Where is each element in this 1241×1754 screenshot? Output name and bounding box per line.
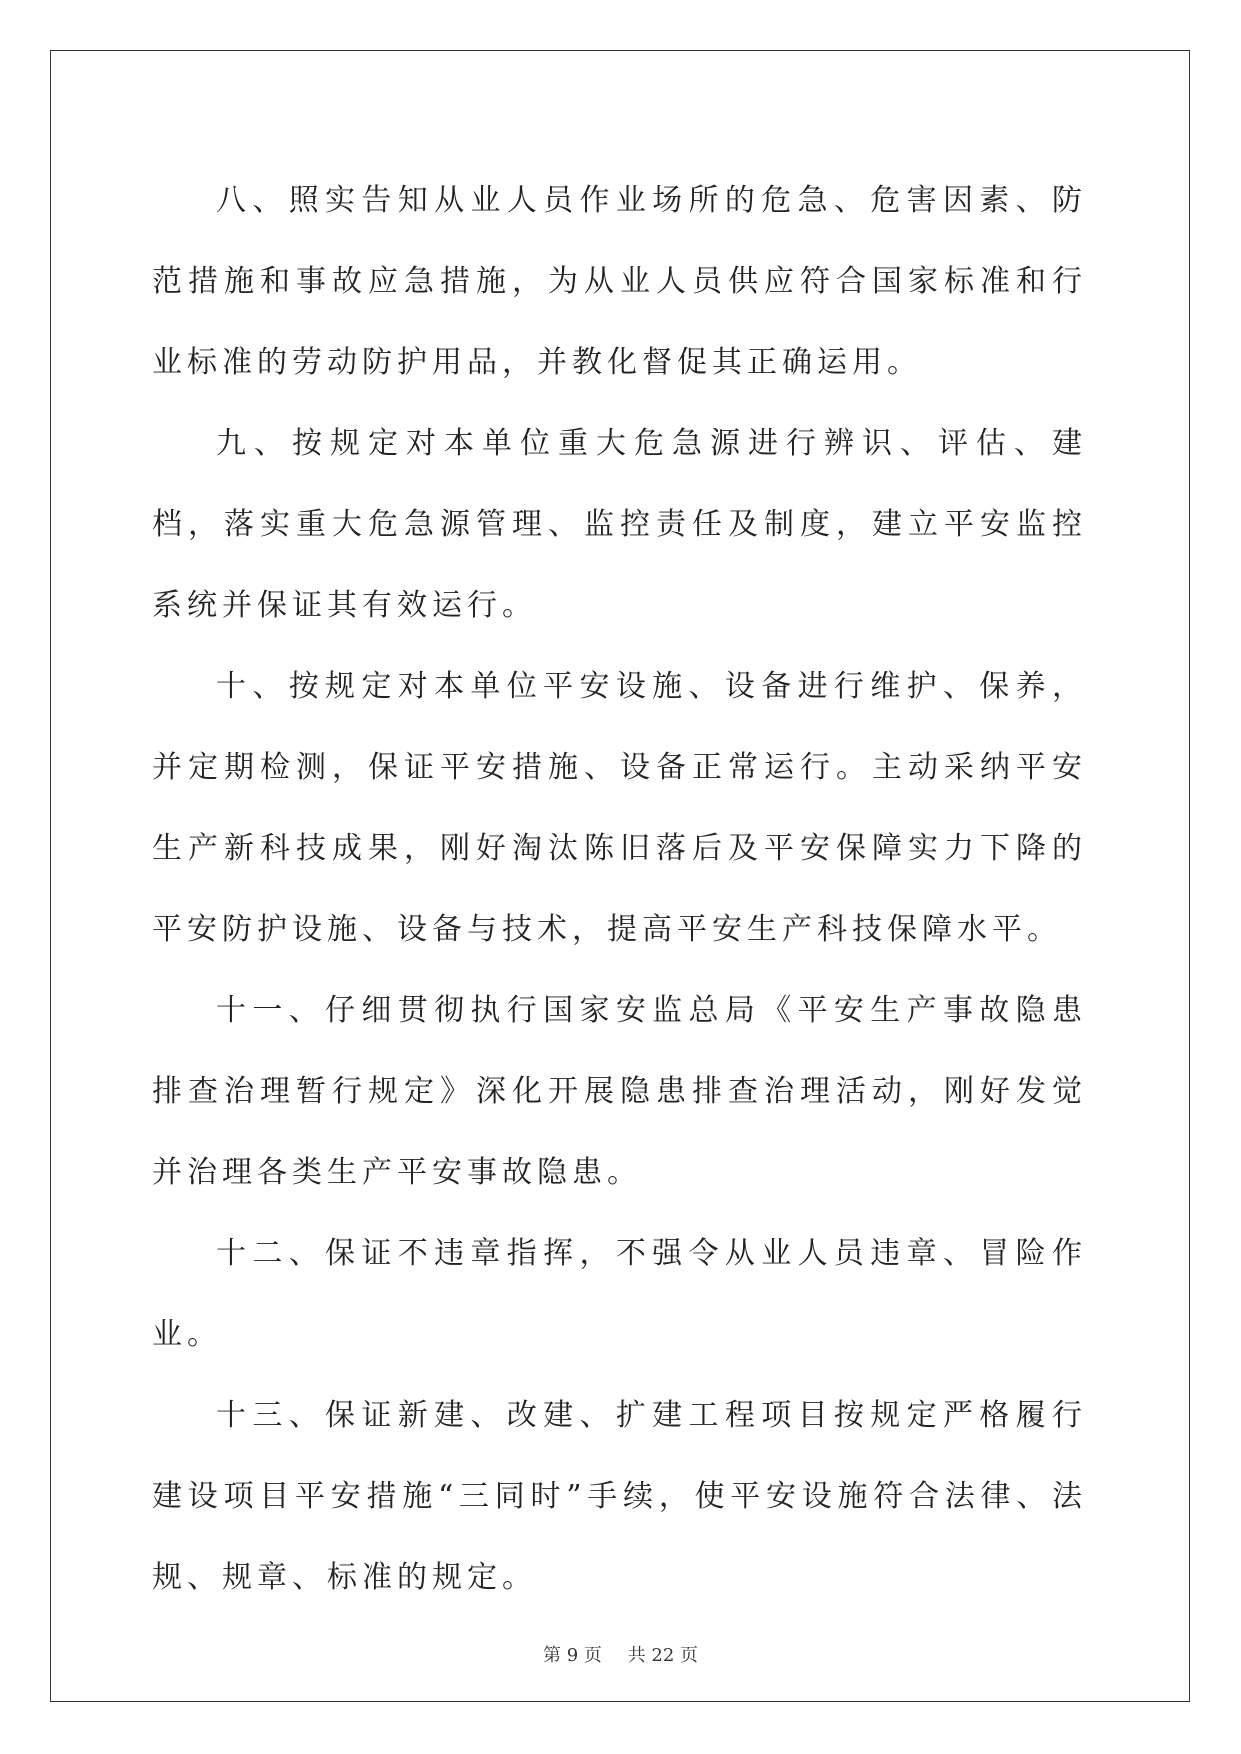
paragraph-12: 十二、保证不违章指挥，不强令从业人员违章、冒险作业。 [152, 1236, 1087, 1352]
page-total: 共 22 页 [627, 1645, 698, 1666]
paragraph-13: 十三、保证新建、改建、扩建工程项目按规定严格履行建设项目平安措施“三同时”手续，使平安设施符合法律、法规、规章、标准的规定。 [152, 1398, 1087, 1595]
paragraph-8: 八、照实告知从业人员作业场所的危急、危害因素、防范措施和事故应急措施，为从业人员供应符合国家标准和行业标准的劳动防护用品，并教化督促其正确运用。 [152, 183, 1087, 380]
page-number: 第 9 页 [543, 1645, 602, 1666]
paragraph-10: 十、按规定对本单位平安设施、设备进行维护、保养，并定期检测，保证平安措施、设备正常运行。主动采纳平安生产新科技成果，刚好淘汰陈旧落后及平安保障实力下降的平安防护设施、设备与技术，提高平安生产科技保障水平。 [152, 669, 1087, 947]
paragraph-9: 九、按规定对本单位重大危急源进行辨识、评估、建档，落实重大危急源管理、监控责任及制度，建立平安监控系统并保证其有效运行。 [152, 426, 1087, 623]
paragraph-11: 十一、仔细贯彻执行国家安监总局《平安生产事故隐患排查治理暂行规定》深化开展隐患排查治理活动，刚好发觉并治理各类生产平安事故隐患。 [152, 993, 1087, 1190]
page-footer [0, 1641, 1241, 1667]
document-body [152, 160, 1087, 1618]
